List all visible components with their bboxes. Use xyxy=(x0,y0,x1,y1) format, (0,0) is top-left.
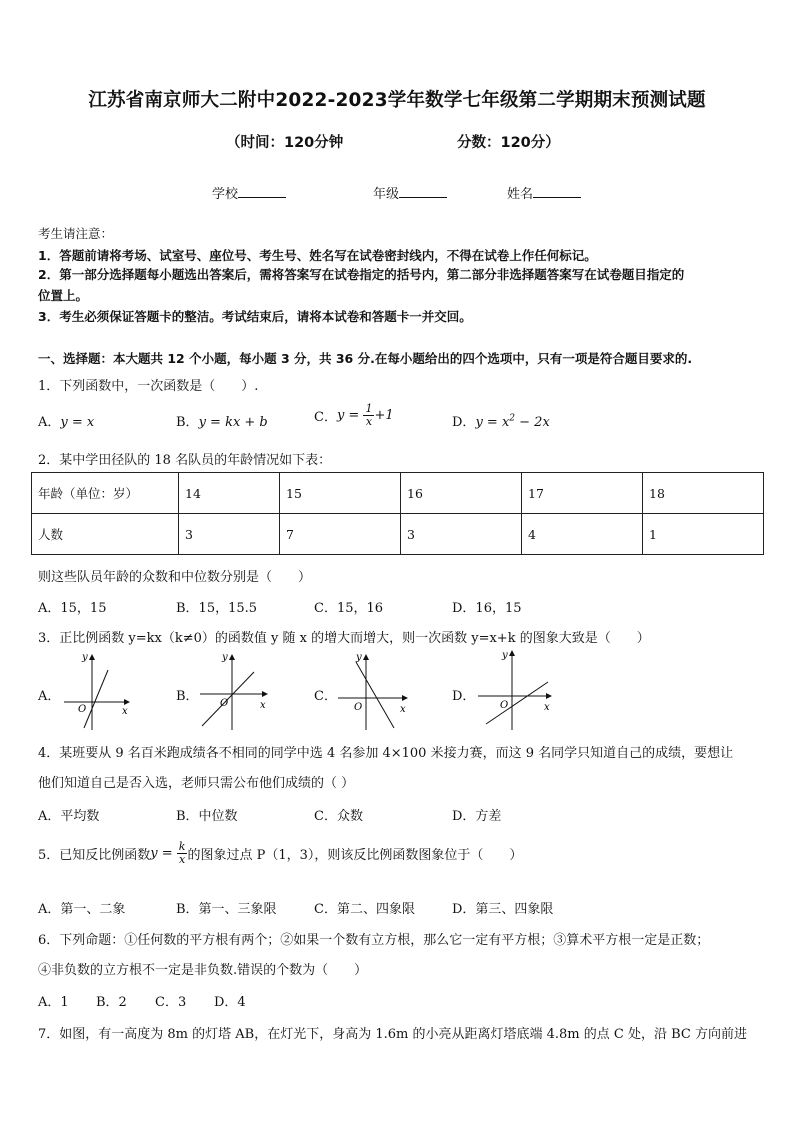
q4-option-b[interactable]: B．中位数 xyxy=(176,809,238,824)
school-label: 学校 xyxy=(212,187,239,202)
y-axis-label: y xyxy=(502,650,508,661)
grade-blank xyxy=(399,184,447,198)
x-axis-label: x xyxy=(260,700,266,711)
origin-label: O xyxy=(220,698,229,709)
name-field xyxy=(507,183,581,202)
name-blank xyxy=(533,184,581,198)
notice-item-3: 3．考生必须保证答题卡的整洁。考试结束后，请将本试卷和答题卡一并交回。 xyxy=(38,309,472,324)
age-table xyxy=(31,472,764,555)
x-axis-label: x xyxy=(544,702,550,713)
table-cell: 1 xyxy=(643,514,764,555)
q3-graph-a xyxy=(62,648,134,732)
q1-option-b[interactable]: B．y = kx + b xyxy=(176,415,268,430)
table-cell: 15 xyxy=(280,473,401,514)
q4-option-d[interactable]: D．方差 xyxy=(452,809,502,824)
q6-option-c[interactable]: C．3 xyxy=(155,995,187,1010)
y-axis-label: y xyxy=(222,652,228,663)
q3-graph-c xyxy=(336,648,412,732)
table-cell: 4 xyxy=(522,514,643,555)
q4-stem-cont: 他们知道自己是否入选，老师只需公布他们成绩的（ ） xyxy=(38,776,355,791)
q2-option-b[interactable]: B．15，15.5 xyxy=(176,601,258,616)
notice-item-2-cont: 位置上。 xyxy=(38,288,89,303)
q2-option-d[interactable]: D．16，15 xyxy=(452,601,522,616)
q1-option-c[interactable]: C．y = $\frac{1}{x}$ +1 xyxy=(314,402,394,428)
exam-time: （时间：120分钟 xyxy=(226,135,344,151)
q3-graph-b xyxy=(198,648,272,732)
q1-stem: 1．下列函数中，一次函数是（ ）. xyxy=(38,379,259,394)
table-row xyxy=(32,514,764,555)
q3-option-c[interactable]: C． xyxy=(314,689,337,704)
section-heading: 一、选择题：本大题共 12 个小题，每小题 3 分，共 36 分.在每小题给出的四个选项中，只有一项是符合题目要求的. xyxy=(38,351,693,366)
q5-option-d[interactable]: D．第三、四象限 xyxy=(452,902,554,917)
exam-score: 分数：120分） xyxy=(457,135,560,151)
table-row xyxy=(32,473,764,514)
table-cell: 7 xyxy=(280,514,401,555)
table-cell: 16 xyxy=(401,473,522,514)
origin-label: O xyxy=(500,700,509,711)
q5-option-c[interactable]: C．第二、四象限 xyxy=(314,902,415,917)
name-label: 姓名 xyxy=(507,187,534,202)
q3-stem: 3．正比例函数 y=kx（k≠0）的函数值 y 随 x 的增大而增大，则一次函数 y=x+k 的图象大致是（ ） xyxy=(38,631,650,646)
q6-option-a[interactable]: A．1 xyxy=(38,995,69,1010)
q5-option-a[interactable]: A．第一、二象 xyxy=(38,902,126,917)
school-field xyxy=(212,183,286,202)
q3-graph-d xyxy=(476,648,556,732)
y-axis-label: y xyxy=(82,652,88,663)
table-cell: 18 xyxy=(643,473,764,514)
q2-followup: 则这些队员年龄的众数和中位数分别是（ ） xyxy=(38,570,312,585)
q3-option-a[interactable]: A． xyxy=(38,689,61,704)
notice-item-2: 2．第一部分选择题每小题选出答案后，需将答案写在试卷指定的括号内，第二部分非选择题答案写在试卷题目指定的 xyxy=(38,267,685,282)
q1-option-d[interactable]: D．$y = x^2 - 2x$ xyxy=(452,413,550,430)
q2-option-a[interactable]: A．15，15 xyxy=(38,601,107,616)
exam-title: 江苏省南京师大二附中2022-2023学年数学七年级第二学期期末预测试题 xyxy=(88,90,706,111)
x-axis-label: x xyxy=(400,704,406,715)
table-cell: 人数 xyxy=(32,514,179,555)
q2-stem: 2．某中学田径队的 18 名队员的年龄情况如下表： xyxy=(38,453,332,468)
q7-stem: 7．如图，有一高度为 8m 的灯塔 AB，在灯光下，身高为 1.6m 的小亮从距离灯塔底端 4.8m 的点 C 处，沿 BC 方向前进 xyxy=(38,1027,747,1042)
notice-heading: 考生请注意： xyxy=(38,226,114,241)
x-axis-label: x xyxy=(122,706,128,717)
table-cell: 17 xyxy=(522,473,643,514)
origin-label: O xyxy=(78,704,87,715)
q4-stem: 4．某班要从 9 名百米跑成绩各不相同的同学中选 4 名参加 4×100 米接力赛，而这 9 名同学只知道自己的成绩，要想让 xyxy=(38,746,734,761)
grade-label: 年级 xyxy=(373,187,400,202)
q3-option-d[interactable]: D． xyxy=(452,689,476,704)
y-axis-label: y xyxy=(356,652,362,663)
q6-stem: 6．下列命题：①任何数的平方根有两个；②如果一个数有立方根，那么它一定有平方根；③算术平方根一定是正数； xyxy=(38,933,710,948)
q1-option-a[interactable]: A．y = x xyxy=(38,415,95,430)
fraction: $\frac{1}{x}$ xyxy=(365,402,373,428)
q6-option-b[interactable]: B．2 xyxy=(96,995,127,1010)
table-cell: 3 xyxy=(401,514,522,555)
table-cell: 3 xyxy=(179,514,280,555)
fraction: $\frac{k}{x}$ xyxy=(178,840,186,866)
school-blank xyxy=(238,184,286,198)
q3-option-b[interactable]: B． xyxy=(176,689,199,704)
q4-option-c[interactable]: C．众数 xyxy=(314,809,363,824)
table-cell: 14 xyxy=(179,473,280,514)
grade-field xyxy=(373,183,447,202)
q6-option-d[interactable]: D．4 xyxy=(214,995,246,1010)
q2-option-c[interactable]: C．15，16 xyxy=(314,601,384,616)
table-cell: 年龄（单位：岁） xyxy=(32,473,179,514)
origin-label: O xyxy=(354,702,363,713)
q5-option-b[interactable]: B．第一、三象限 xyxy=(176,902,277,917)
notice-item-1: 1．答题前请将考场、试室号、座位号、考生号、姓名写在试卷密封线内，不得在试卷上作任何标记。 xyxy=(38,248,597,263)
q5-stem: 5．已知反比例函数y = $\frac{k}{x}$ 的图象过点 P（1，3），则该反比例函数图象位于（ ） xyxy=(38,840,523,866)
q6-stem-cont: ④非负数的立方根不一定是非负数.错误的个数为（ ） xyxy=(38,963,368,978)
q4-option-a[interactable]: A．平均数 xyxy=(38,809,100,824)
